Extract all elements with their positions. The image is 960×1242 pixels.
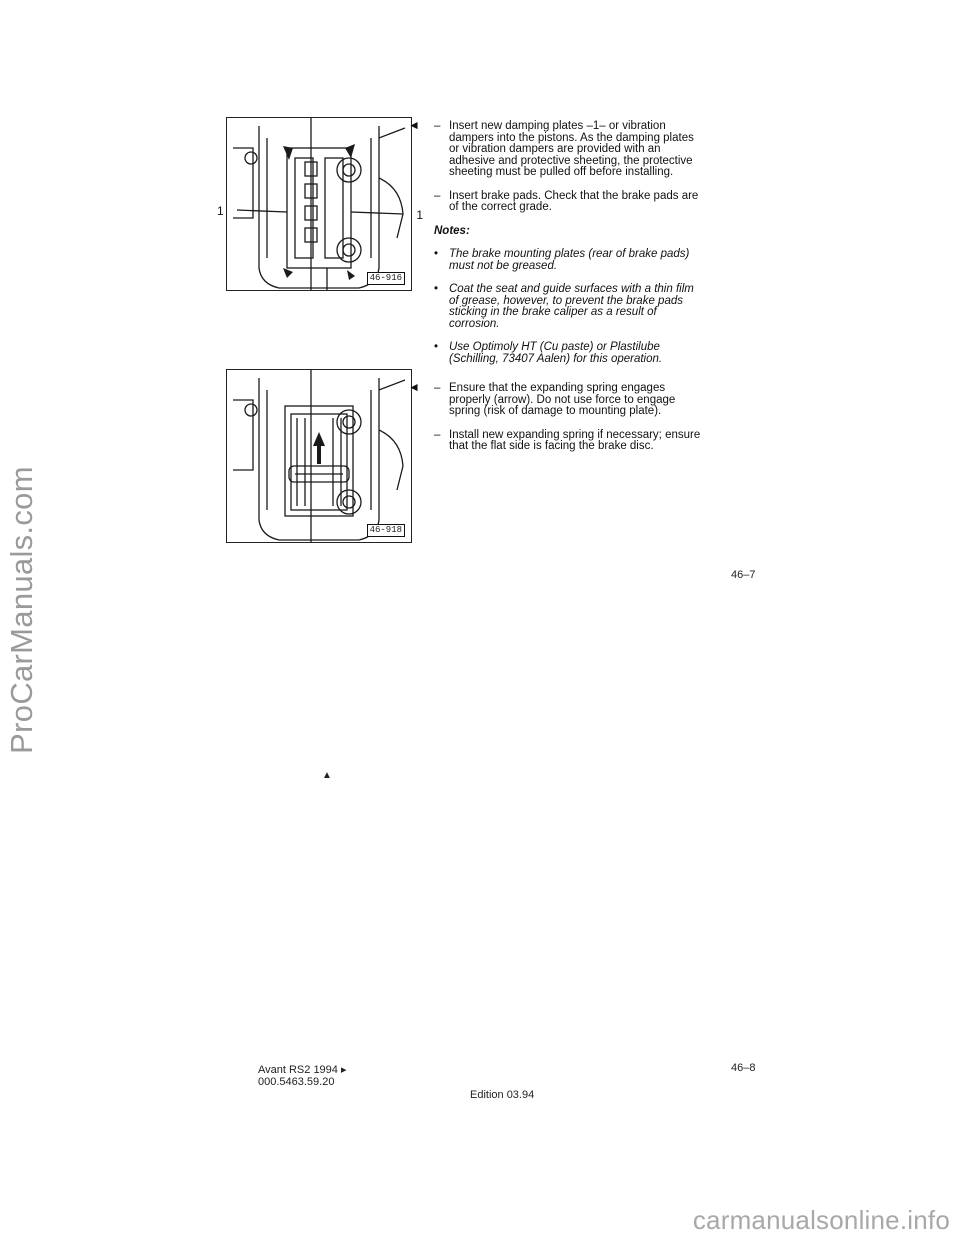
bullet-icon: • <box>434 341 439 353</box>
figure-expanding-spring <box>226 369 412 543</box>
callout-1-left: 1 <box>217 204 224 218</box>
bullet-icon: • <box>434 283 439 295</box>
step-text: Insert brake pads. Check that the brake pads are of the correct grade. <box>449 189 699 213</box>
step-install-spring <box>434 430 706 453</box>
figure-code: 46-916 <box>367 272 405 285</box>
bottom-watermark: carmanualsonline.info <box>692 1205 950 1235</box>
step-insert-brake-pads <box>434 191 706 214</box>
step-text: Ensure that the expanding spring engages properly (arrow). Do not use force to engage spring (risk of damage to mounting plate). <box>449 382 676 417</box>
page-number-bottom: 46–8 <box>731 1062 756 1074</box>
caliper-illustration-1 <box>227 118 411 290</box>
note-text: Use Optimoly HT (Cu paste) or Plastilube (Schilling, 73407 Aalen) for this operation. <box>449 341 663 365</box>
note-text: The brake mounting plates (rear of brake pads) must not be greased. <box>449 248 690 272</box>
footer-model: Avant RS2 1994 ▸ <box>258 1064 347 1076</box>
footer-model-block <box>258 1064 347 1088</box>
note-paste <box>434 342 706 365</box>
step-text: Install new expanding spring if necessary; ensure that the flat side is facing the brake disc. <box>449 428 701 452</box>
step-dash: – <box>434 428 441 441</box>
step-insert-damping-plates <box>408 118 706 179</box>
figure-pointer-icon: ◄ <box>408 118 420 132</box>
notes-heading: Notes: <box>434 224 470 237</box>
step-dash: – <box>434 382 441 394</box>
instruction-column <box>408 118 706 465</box>
footer-edition: Edition 03.94 <box>470 1089 535 1101</box>
step-expanding-spring <box>408 380 706 418</box>
step-dash: – <box>434 120 441 132</box>
caliper-illustration-2 <box>227 370 411 542</box>
stray-mark-icon: ▲ <box>322 770 332 781</box>
side-watermark: ProCarManuals.com <box>4 466 39 754</box>
note-mounting-plates <box>434 249 706 272</box>
footer-code: 000.5463.59.20 <box>258 1076 335 1088</box>
bullet-icon: • <box>434 248 439 260</box>
page-number-top: 46–7 <box>731 569 756 581</box>
note-grease <box>434 284 706 330</box>
figure-code: 46-918 <box>367 524 405 537</box>
figure-pointer-icon: ◄ <box>408 380 420 394</box>
callout-1-right: 1 <box>416 208 423 222</box>
note-text: Coat the seat and guide surfaces with a thin film of grease, however, to prevent the brake pads sticking in the brake caliper as a result of corrosion. <box>449 283 694 330</box>
step-text: Insert new damping plates –1– or vibration dampers into the pistons. As the damping plates or vibration dampers are provided with an adhesive and protective sheeting, the protective sheeting must be pulled off before installing. <box>449 120 694 178</box>
step-dash: – <box>434 189 441 202</box>
figure-damping-plates <box>217 117 423 291</box>
